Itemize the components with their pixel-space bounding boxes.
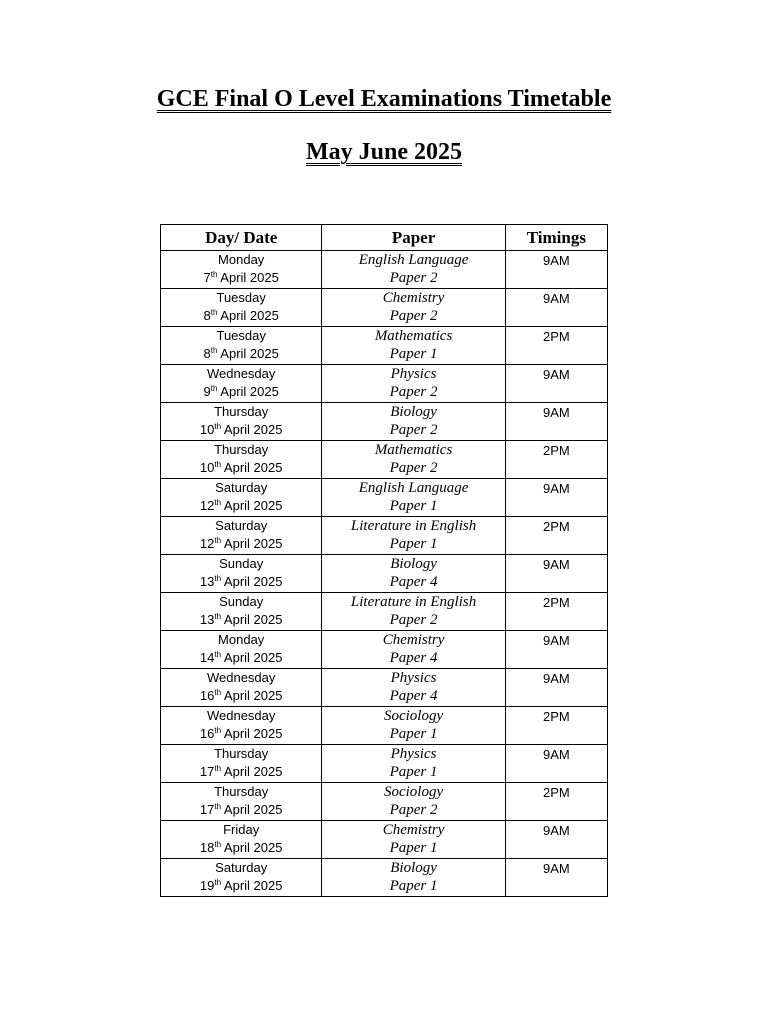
exam-date xyxy=(161,269,321,287)
exam-date xyxy=(161,345,321,363)
date-ordinal-suffix: th xyxy=(214,422,222,431)
exam-time: 9AM xyxy=(543,367,570,382)
exam-day: Sunday xyxy=(219,556,264,571)
exam-time: 9AM xyxy=(543,633,570,648)
timing-cell xyxy=(505,441,607,479)
date-number: 8 xyxy=(203,346,211,361)
date-number: 16 xyxy=(199,688,215,703)
timing-cell xyxy=(505,745,607,783)
exam-time: 2PM xyxy=(543,709,570,724)
timing-cell xyxy=(505,555,607,593)
day-date-cell xyxy=(161,555,322,593)
date-month-year: April 2025 xyxy=(221,498,283,513)
table-row xyxy=(161,251,608,289)
date-ordinal-suffix: th xyxy=(214,498,222,507)
exam-time: 9AM xyxy=(543,861,570,876)
exam-day: Wednesday xyxy=(206,366,276,381)
page-title-text: GCE Final O Level Examinations Timetable xyxy=(156,86,612,112)
table-row xyxy=(161,707,608,745)
date-ordinal-suffix: th xyxy=(210,308,218,317)
timing-cell xyxy=(505,365,607,403)
date-month-year: April 2025 xyxy=(221,460,283,475)
exam-day: Tuesday xyxy=(216,328,266,343)
date-ordinal-suffix: th xyxy=(214,460,222,469)
date-number: 10 xyxy=(199,460,215,475)
date-ordinal-suffix: th xyxy=(214,878,222,887)
exam-date xyxy=(161,877,321,895)
timing-cell xyxy=(505,631,607,669)
exam-paper-number: Paper 2 xyxy=(389,308,438,324)
date-month-year: April 2025 xyxy=(221,612,283,627)
paper-cell xyxy=(322,783,505,821)
date-number: 8 xyxy=(203,308,211,323)
exam-paper-number: Paper 2 xyxy=(389,422,438,438)
paper-cell xyxy=(322,707,505,745)
exam-subject: English Language xyxy=(358,252,469,268)
paper-cell xyxy=(322,251,505,289)
table-row xyxy=(161,631,608,669)
exam-date xyxy=(161,497,321,515)
date-month-year: April 2025 xyxy=(221,536,283,551)
exam-day: Saturday xyxy=(215,518,268,533)
exam-date xyxy=(161,649,321,667)
exam-time: 9AM xyxy=(543,481,570,496)
exam-time: 2PM xyxy=(543,443,570,458)
paper-cell xyxy=(322,479,505,517)
exam-day: Saturday xyxy=(215,860,268,875)
day-date-cell xyxy=(161,783,322,821)
page-subtitle xyxy=(0,139,768,166)
exam-date xyxy=(161,307,321,325)
exam-paper-number: Paper 2 xyxy=(389,802,438,818)
paper-cell xyxy=(322,745,505,783)
date-ordinal-suffix: th xyxy=(214,536,222,545)
timetable-body xyxy=(161,251,608,897)
exam-subject: Physics xyxy=(390,746,437,762)
timing-cell xyxy=(505,517,607,555)
table-row xyxy=(161,669,608,707)
exam-subject: Biology xyxy=(390,860,437,876)
exam-date xyxy=(161,573,321,591)
date-number: 9 xyxy=(203,384,211,399)
table-row xyxy=(161,365,608,403)
exam-time: 9AM xyxy=(543,253,570,268)
date-number: 13 xyxy=(199,612,215,627)
exam-day: Sunday xyxy=(219,594,264,609)
date-ordinal-suffix: th xyxy=(210,270,218,279)
paper-cell xyxy=(322,289,505,327)
exam-paper-number: Paper 1 xyxy=(389,878,438,894)
exam-day: Thursday xyxy=(214,784,269,799)
exam-paper-number: Paper 1 xyxy=(389,498,438,514)
exam-subject: Mathematics xyxy=(374,328,453,344)
table-row xyxy=(161,783,608,821)
date-month-year: April 2025 xyxy=(221,764,283,779)
exam-day: Monday xyxy=(218,252,265,267)
timing-cell xyxy=(505,821,607,859)
table-row xyxy=(161,745,608,783)
day-date-cell xyxy=(161,631,322,669)
date-ordinal-suffix: th xyxy=(214,840,222,849)
table-row xyxy=(161,821,608,859)
date-number: 14 xyxy=(199,650,215,665)
date-month-year: April 2025 xyxy=(221,878,283,893)
exam-date xyxy=(161,459,321,477)
exam-date xyxy=(161,611,321,629)
day-date-cell xyxy=(161,289,322,327)
exam-time: 2PM xyxy=(543,329,570,344)
date-ordinal-suffix: th xyxy=(214,688,222,697)
date-ordinal-suffix: th xyxy=(214,574,222,583)
exam-date xyxy=(161,801,321,819)
exam-subject: Sociology xyxy=(383,708,444,724)
day-date-cell xyxy=(161,365,322,403)
timing-cell xyxy=(505,251,607,289)
paper-cell xyxy=(322,555,505,593)
paper-cell xyxy=(322,403,505,441)
table-row xyxy=(161,479,608,517)
exam-paper-number: Paper 4 xyxy=(389,574,438,590)
date-month-year: April 2025 xyxy=(221,688,283,703)
page-subtitle-text: May June 2025 xyxy=(306,139,462,165)
paper-cell xyxy=(322,669,505,707)
exam-time: 9AM xyxy=(543,747,570,762)
exam-date xyxy=(161,383,321,401)
exam-paper-number: Paper 1 xyxy=(389,764,438,780)
paper-cell xyxy=(322,631,505,669)
date-month-year: April 2025 xyxy=(217,346,279,361)
date-ordinal-suffix: th xyxy=(214,764,222,773)
day-date-cell xyxy=(161,251,322,289)
table-row xyxy=(161,403,608,441)
timing-cell xyxy=(505,593,607,631)
exam-subject: Chemistry xyxy=(382,632,445,648)
date-month-year: April 2025 xyxy=(221,840,283,855)
day-date-cell xyxy=(161,745,322,783)
date-ordinal-suffix: th xyxy=(214,612,222,621)
paper-cell xyxy=(322,517,505,555)
table-row xyxy=(161,327,608,365)
exam-time: 9AM xyxy=(543,557,570,572)
exam-paper-number: Paper 2 xyxy=(389,460,438,476)
header-paper: Paper xyxy=(322,225,505,251)
exam-paper-number: Paper 4 xyxy=(389,650,438,666)
exam-subject: Literature in English xyxy=(350,594,477,610)
exam-time: 2PM xyxy=(543,785,570,800)
date-number: 17 xyxy=(199,802,215,817)
exam-paper-number: Paper 2 xyxy=(389,612,438,628)
date-ordinal-suffix: th xyxy=(214,650,222,659)
exam-day: Monday xyxy=(218,632,265,647)
exam-day: Thursday xyxy=(214,442,269,457)
table-row xyxy=(161,517,608,555)
exam-subject: Sociology xyxy=(383,784,444,800)
exam-paper-number: Paper 1 xyxy=(389,346,438,362)
date-number: 13 xyxy=(199,574,215,589)
timing-cell xyxy=(505,859,607,897)
date-month-year: April 2025 xyxy=(217,308,279,323)
header-day-date: Day/ Date xyxy=(161,225,322,251)
date-number: 16 xyxy=(199,726,215,741)
date-month-year: April 2025 xyxy=(221,574,283,589)
exam-paper-number: Paper 4 xyxy=(389,688,438,704)
exam-subject: Physics xyxy=(390,366,437,382)
timing-cell xyxy=(505,403,607,441)
paper-cell xyxy=(322,593,505,631)
date-month-year: April 2025 xyxy=(217,270,279,285)
timetable-header-row xyxy=(161,225,608,251)
table-row xyxy=(161,289,608,327)
table-row xyxy=(161,441,608,479)
timing-cell xyxy=(505,783,607,821)
exam-paper-number: Paper 2 xyxy=(389,270,438,286)
timetable xyxy=(160,224,608,897)
date-number: 17 xyxy=(199,764,215,779)
exam-date xyxy=(161,535,321,553)
day-date-cell xyxy=(161,327,322,365)
table-row xyxy=(161,593,608,631)
day-date-cell xyxy=(161,593,322,631)
date-number: 7 xyxy=(203,270,211,285)
day-date-cell xyxy=(161,859,322,897)
date-month-year: April 2025 xyxy=(221,422,283,437)
exam-paper-number: Paper 1 xyxy=(389,536,438,552)
exam-day: Thursday xyxy=(214,746,269,761)
exam-time: 2PM xyxy=(543,519,570,534)
day-date-cell xyxy=(161,669,322,707)
exam-day: Wednesday xyxy=(206,708,276,723)
date-number: 12 xyxy=(199,536,215,551)
day-date-cell xyxy=(161,403,322,441)
exam-day: Saturday xyxy=(215,480,268,495)
timing-cell xyxy=(505,327,607,365)
table-row xyxy=(161,555,608,593)
day-date-cell xyxy=(161,821,322,859)
exam-date xyxy=(161,687,321,705)
exam-time: 9AM xyxy=(543,291,570,306)
exam-subject: Mathematics xyxy=(374,442,453,458)
exam-subject: Chemistry xyxy=(382,290,445,306)
paper-cell xyxy=(322,441,505,479)
table-row xyxy=(161,859,608,897)
date-ordinal-suffix: th xyxy=(210,346,218,355)
exam-time: 9AM xyxy=(543,823,570,838)
exam-subject: Physics xyxy=(390,670,437,686)
date-number: 18 xyxy=(199,840,215,855)
exam-subject: English Language xyxy=(358,480,469,496)
date-month-year: April 2025 xyxy=(221,726,283,741)
exam-time: 2PM xyxy=(543,595,570,610)
exam-date xyxy=(161,725,321,743)
exam-date xyxy=(161,763,321,781)
paper-cell xyxy=(322,859,505,897)
day-date-cell xyxy=(161,707,322,745)
paper-cell xyxy=(322,821,505,859)
date-ordinal-suffix: th xyxy=(210,384,218,393)
exam-date xyxy=(161,421,321,439)
date-month-year: April 2025 xyxy=(221,802,283,817)
day-date-cell xyxy=(161,517,322,555)
exam-time: 9AM xyxy=(543,405,570,420)
exam-subject: Chemistry xyxy=(382,822,445,838)
date-ordinal-suffix: th xyxy=(214,726,222,735)
date-month-year: April 2025 xyxy=(217,384,279,399)
timing-cell xyxy=(505,479,607,517)
date-ordinal-suffix: th xyxy=(214,802,222,811)
paper-cell xyxy=(322,327,505,365)
paper-cell xyxy=(322,365,505,403)
exam-subject: Literature in English xyxy=(350,518,477,534)
date-number: 10 xyxy=(199,422,215,437)
exam-day: Wednesday xyxy=(206,670,276,685)
date-month-year: April 2025 xyxy=(221,650,283,665)
exam-day: Tuesday xyxy=(216,290,266,305)
exam-date xyxy=(161,839,321,857)
exam-subject: Biology xyxy=(390,404,437,420)
exam-subject: Biology xyxy=(390,556,437,572)
exam-day: Thursday xyxy=(214,404,269,419)
exam-paper-number: Paper 1 xyxy=(389,726,438,742)
day-date-cell xyxy=(161,479,322,517)
header-timings: Timings xyxy=(505,225,607,251)
timing-cell xyxy=(505,669,607,707)
exam-time: 9AM xyxy=(543,671,570,686)
exam-paper-number: Paper 2 xyxy=(389,384,438,400)
page-title xyxy=(0,86,768,113)
date-number: 19 xyxy=(199,878,215,893)
exam-day: Friday xyxy=(223,822,260,837)
day-date-cell xyxy=(161,441,322,479)
timing-cell xyxy=(505,707,607,745)
exam-paper-number: Paper 1 xyxy=(389,840,438,856)
timing-cell xyxy=(505,289,607,327)
date-number: 12 xyxy=(199,498,215,513)
